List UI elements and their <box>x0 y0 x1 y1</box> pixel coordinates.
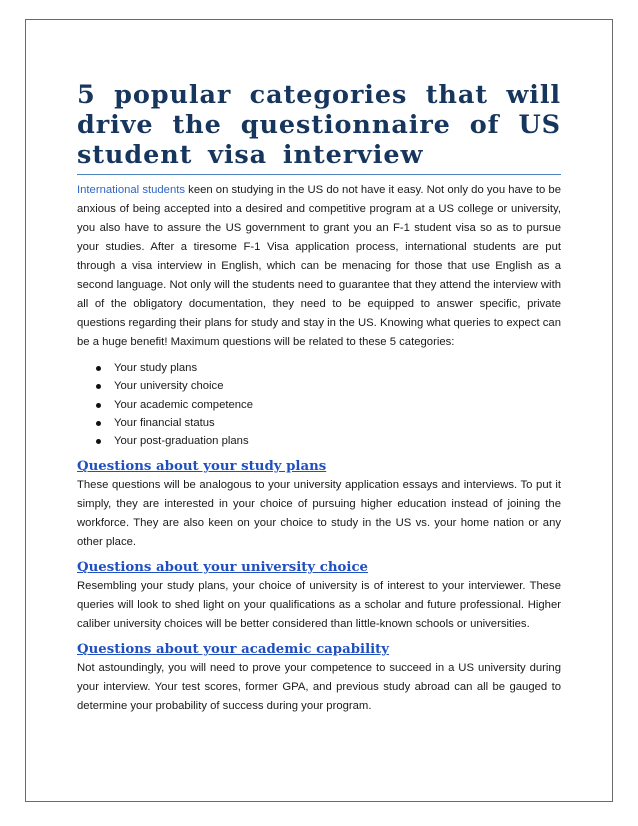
document-title: 5 popular categories that will drive the questionnaire of US student visa interview <box>77 80 561 175</box>
section-body-academic-capability: Not astoundingly, you will need to prove your competence to succeed in a US university during your interview. Your test scores, former GPA, and previous study abroad can all be gauged to determine your probability of success during your program. <box>77 662 561 713</box>
section-heading-university-choice: Questions about your university choice <box>77 560 369 576</box>
list-item: Your academic competence <box>77 396 561 414</box>
document-body <box>77 80 561 716</box>
international-students-link[interactable]: International students <box>77 184 186 196</box>
bullet-icon <box>96 366 101 371</box>
bullet-icon <box>96 384 101 389</box>
section-body-study-plans: These questions will be analogous to your university application essays and interviews. To put it simply, they are interested in your choice of pursuing higher education instead of joining the workforce. They are also keen on your choice to study in the US vs. your home nation or any other place. <box>77 479 561 549</box>
list-item: Your post-graduation plans <box>77 432 561 450</box>
section-body-university-choice: Resembling your study plans, your choice of university is of interest to your interviewer. These queries will look to shed light on your qualifications as a scholar and future professional. Higher caliber university choices will be better considered than little-known schools or universities. <box>77 580 561 631</box>
bullet-icon <box>96 421 101 426</box>
category-list <box>77 359 561 450</box>
section-heading-study-plans: Questions about your study plans <box>77 459 327 475</box>
list-item: Your university choice <box>77 377 561 395</box>
intro-text: keen on studying in the US do not have it easy. Not only do you have to be anxious of being accepted into a desired and competitive program at a US college or university, you also have to assure the US government to grant you an F-1 student visa so as to pursue your studies. After a tiresome F-1 Visa application process, international students are put through a visa interview in English, which can be menacing for those that use English as a second language. Not only will the students need to guarantee that they attend the interview with all of the obligatory documentation, they need to be equipped to answer specific, private questions regarding their plans for study and stay in the US. Knowing what queries to expect can be a huge benefit! Maximum questions will be related to these 5 categories: <box>77 184 562 348</box>
bullet-icon <box>96 403 101 408</box>
intro-paragraph <box>77 181 561 352</box>
section-heading-academic-capability: Questions about your academic capability <box>77 642 390 658</box>
list-item: Your financial status <box>77 414 561 432</box>
bullet-icon <box>96 439 101 444</box>
list-item: Your study plans <box>77 359 561 377</box>
